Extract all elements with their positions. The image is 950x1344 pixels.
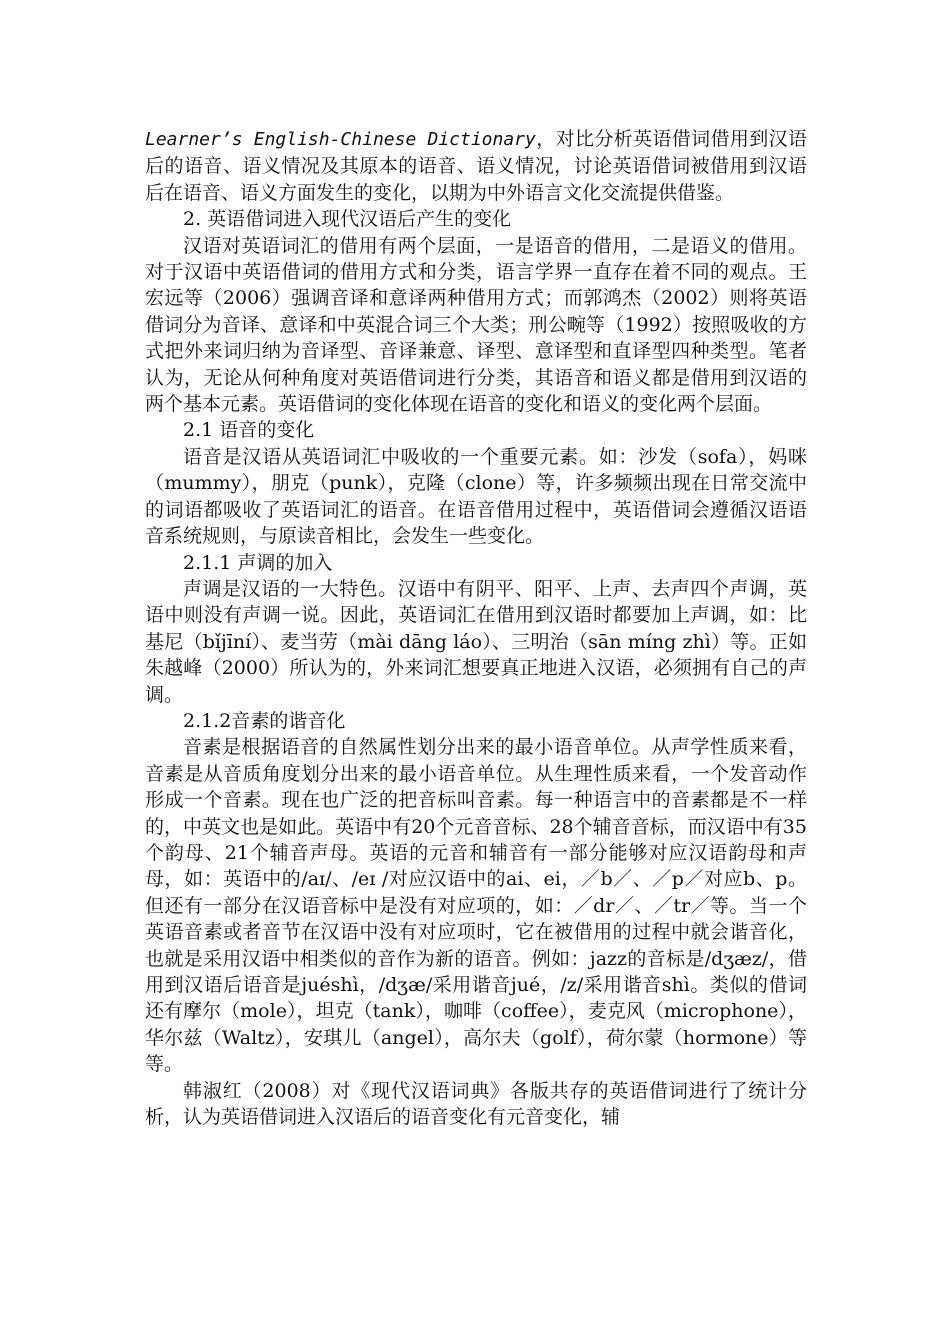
intro-paragraph — [145, 126, 807, 206]
section-2-1-1-paragraph: 声调是汉语的一大特色。汉语中有阴平、阳平、上声、去声四个声调，英语中则没有声调一说。因此，英语词汇在借用到汉语时都要加上声调，如：比基尼（bǐjīní）、麦当劳（mài dāng láo）、三明治（sān míng zhì）等。正如朱越峰（2000）所认为的，外来词汇想要真正地进入汉语，必须拥有自己的声调。 — [145, 577, 807, 706]
dictionary-title: Learner’s English-Chinese Dictionary — [145, 129, 536, 150]
document-page — [145, 126, 807, 1130]
section-heading-2-1: 2.1 语音的变化 — [183, 419, 315, 442]
section-heading-2: 2. 英语借词进入现代汉语后产生的变化 — [183, 208, 512, 231]
section-heading-2-1-1: 2.1.1 声调的加入 — [183, 551, 333, 574]
section-2-1-2-paragraph: 音素是根据语音的自然属性划分出来的最小语音单位。从声学性质来看，音素是从音质角度划分出来的最小语音单位。从生理性质来看，一个发音动作形成一个音素。现在也广泛的把音标叫音素。每一种语言中的音素都是不一样的，中英文也是如此。英语中有20个元音音标、28个辅音音标，而汉语中有35个韵母、21个辅音声母。英语的元音和辅音有一部分能够对应汉语韵母和声母，如：英语中的/aɪ/、/eɪ /对应汉语中的ai、ei，／b／、／p／对应b、p。但还有一部分在汉语音标中是没有对应项的，如：／dr／、／tr／等。当一个英语音素或者音节在汉语中没有对应项时，它在被借用的过程中就会谐音化，也就是采用汉语中相类似的音作为新的语音。例如：jazz的音标是/dʒæz/，借用到汉语后语音是juéshì，/dʒæ/采用谐音jué，/z/采用谐音shì。类似的借词还有摩尔（mole），坦克（tank），咖啡（coffee），麦克风（microphone），华尔兹（Waltz），安琪儿（angel），高尔夫（golf），荷尔蒙（hormone）等等。 — [145, 736, 807, 1076]
closing-paragraph: 韩淑红（2008）对《现代汉语词典》各版共存的英语借词进行了统计分析，认为英语借词进入汉语后的语音变化有元音变化，辅 — [145, 1079, 807, 1129]
section-2-1-paragraph: 语音是汉语从英语词汇中吸收的一个重要元素。如：沙发（sofa），妈咪（mummy），朋克（punk），克隆（clone）等，许多频频出现在日常交流中的词语都吸收了英语词汇的语音。在语音借用过程中，英语借词会遵循汉语语音系统规则，与原读音相比，会发生一些变化。 — [145, 445, 807, 548]
section-2-paragraph: 汉语对英语词汇的借用有两个层面，一是语音的借用，二是语义的借用。对于汉语中英语借词的借用方式和分类，语言学界一直存在着不同的观点。王宏远等（2006）强调音译和意译两种借用方式；而郭鸿杰（2002）则将英语借词分为音译、意译和中英混合词三个大类；刑公畹等（1992）按照吸收的方式把外来词归纳为音译型、音译兼意、译型、意译型和直译型四种类型。笔者认为，无论从何种角度对英语借词进行分类，其语音和语义都是借用到汉语的两个基本元素。英语借词的变化体现在语音的变化和语义的变化两个层面。 — [145, 234, 807, 416]
section-heading-2-1-2: 2.1.2音素的谐音化 — [183, 709, 346, 732]
intro-text: ，对比分析英语借词借用到汉语后的语音、语义情况及其原本的语音、语义情况，讨论英语借词被借用到汉语后在语音、语义方面发生的变化，以期为中外语言文化交流提供借鉴。 — [145, 128, 807, 204]
